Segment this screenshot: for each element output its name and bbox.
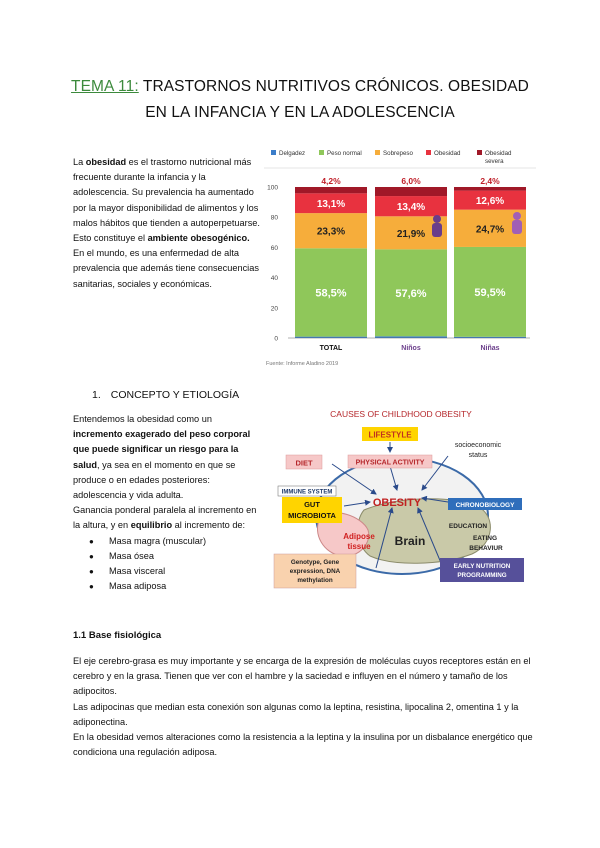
causes-diagram-svg (272, 406, 530, 590)
data-label: 24,7% (475, 224, 505, 236)
legend-swatch (375, 150, 380, 155)
genotype-label-1: Genotype, Gene (290, 559, 340, 566)
mass-list (73, 534, 263, 595)
intro-text-2: es el trastorno nutricional más frecuente durante la infancia y la adolescencia. Su prevalencia ha aumentado por la mayor disponibilidad de alimentos y los malos hábitos que tienden a autoperpetuarse. Esto constituye el (73, 157, 260, 244)
data-label: 12,6% (475, 196, 505, 208)
immune-label: IMMUNE SYSTEM (281, 489, 333, 496)
data-label: 58,5% (315, 287, 347, 300)
x-category-label: Niños (401, 345, 421, 352)
legend-label: Sobrepeso (383, 150, 413, 157)
diagram-title: CAUSES OF CHILDHOOD OBESITY (330, 409, 472, 419)
gut-label-2: MICROBIOTA (288, 511, 336, 520)
education-label: EDUCATION (448, 523, 488, 530)
section-1-text (73, 412, 263, 594)
s1-bold-1: incremento exagerado del peso corporal que puede significar un riesgo para la salud (73, 429, 251, 470)
legend-label: Delgadez (279, 150, 306, 157)
prevalence-chart (264, 144, 536, 369)
obesity-label: OBESITY (372, 497, 422, 509)
data-label: 59,5% (474, 286, 506, 299)
list-item: ● Masa visceral (109, 564, 263, 579)
intro-paragraph (73, 155, 263, 292)
s1-text-4: al incremento de: (172, 520, 246, 531)
y-tick-label: 80 (270, 214, 278, 222)
legend-swatch (426, 150, 431, 155)
bar-segment (295, 187, 367, 193)
data-label: 13,4% (396, 202, 426, 214)
intro-text-1: La (73, 157, 86, 167)
page-title (40, 74, 560, 126)
data-label: 57,6% (395, 287, 427, 300)
legend-swatch (477, 150, 482, 155)
child-figure-icon (433, 215, 441, 223)
legend-label: severa (485, 158, 504, 165)
paragraph: Las adipocinas que median esta conexión son algunas como la leptina, resistina, lipocalina 2, omentina 1 y la adiponectina. (73, 701, 519, 727)
intro-bold-ambiente: ambiente obesogénico. (147, 233, 250, 244)
data-label: 2,4% (480, 176, 500, 186)
data-label: 13,1% (316, 199, 346, 211)
adipose-label-2: tissue (347, 542, 371, 551)
topic-number: TEMA 11: (71, 78, 139, 95)
section-1-1-text (73, 654, 538, 760)
section-1-title: CONCEPTO Y ETIOLOGÍA (110, 389, 240, 401)
y-tick-label: 100 (267, 184, 278, 192)
genotype-label-3: methylation (297, 577, 333, 584)
early-label-2: PROGRAMMING (457, 572, 507, 579)
x-category-label: TOTAL (319, 345, 343, 352)
socio-label-2: status (468, 452, 488, 459)
list-item: ● Masa ósea (109, 549, 263, 564)
prevalence-chart-svg (264, 144, 536, 369)
section-1-1-heading: 1.1 Base fisiológica (73, 630, 162, 641)
early-label-1: EARLY NUTRITION (453, 563, 511, 570)
y-tick-label: 0 (274, 335, 278, 343)
legend-swatch (319, 150, 324, 155)
socio-label-1: socioeconomic (454, 442, 502, 449)
child-figure-icon (513, 212, 521, 220)
eating-label-2: BEHAVIUR (469, 545, 503, 552)
lifestyle-label: LIFESTYLE (368, 430, 412, 440)
obesity-causes-diagram (272, 406, 530, 590)
y-tick-label: 20 (270, 305, 278, 313)
data-label: 4,2% (321, 176, 341, 186)
bar-segment (375, 187, 447, 196)
paragraph: El eje cerebro-grasa es muy importante y se encarga de la expresión de moléculas cuyos receptores están en el cerebro y en la grasa. Tienen que ver con el hambre y la saciedad e influyen en el número y tamaño de los adipocitos. (73, 656, 531, 697)
s1-bold-2: equilibrio (130, 520, 173, 531)
list-item: ● Masa adiposa (109, 579, 263, 594)
title-line-2: EN LA INFANCIA Y EN LA ADOLESCENCIA (145, 104, 455, 121)
legend-swatch (271, 150, 276, 155)
title-line-1: TRASTORNOS NUTRITIVOS CRÓNICOS. OBESIDAD (138, 78, 529, 95)
child-figure-icon (512, 220, 522, 234)
legend-label: Obesidad (434, 150, 461, 157)
chrono-label: CHRONOBIOLOGY (455, 502, 515, 509)
adipose-label-1: Adipose (343, 532, 375, 541)
s1-text-1: Entendemos la obesidad como un (73, 414, 212, 424)
list-item: ● Masa magra (muscular) (109, 534, 263, 549)
s1-text-2: , ya sea en el momento en que se produce o en edades posteriores: adolescencia y vida adulta. (73, 459, 236, 501)
data-label: 6,0% (401, 176, 421, 186)
y-tick-label: 60 (270, 244, 278, 252)
diet-label: DIET (295, 458, 313, 468)
data-label: 23,3% (316, 226, 346, 238)
gut-label-1: GUT (304, 500, 320, 509)
legend-label: Peso normal (327, 150, 362, 157)
chart-source: Fuente: Informe Aladino 2019 (266, 361, 339, 367)
bar-segment (454, 187, 526, 191)
intro-text-3: En el mundo, es una enfermedad de alta prevalencia que además tiene consecuencias sanitarias, sociales y económicas. (73, 248, 259, 289)
y-tick-label: 40 (270, 275, 278, 283)
eating-label-1: EATING (472, 535, 498, 542)
child-figure-icon (432, 223, 442, 237)
s1-text-3: Ganancia ponderal paralela al incremento en la altura, y en (73, 505, 257, 531)
legend-label: Obesidad (485, 150, 512, 157)
data-label: 21,9% (396, 228, 426, 240)
x-category-label: Niñas (480, 345, 500, 352)
genotype-label-2: expression, DNA (289, 568, 341, 575)
section-1-number: 1. (92, 389, 101, 401)
activity-label: PHYSICAL ACTIVITY (355, 459, 425, 467)
paragraph: En la obesidad vemos alteraciones como la resistencia a la leptina y la insulina por un disbalance energético que condiciona una regulación adiposa. (73, 732, 533, 758)
brain-label: Brain (394, 534, 426, 548)
section-1-heading (92, 389, 239, 401)
intro-bold-obesidad: obesidad (85, 157, 127, 167)
